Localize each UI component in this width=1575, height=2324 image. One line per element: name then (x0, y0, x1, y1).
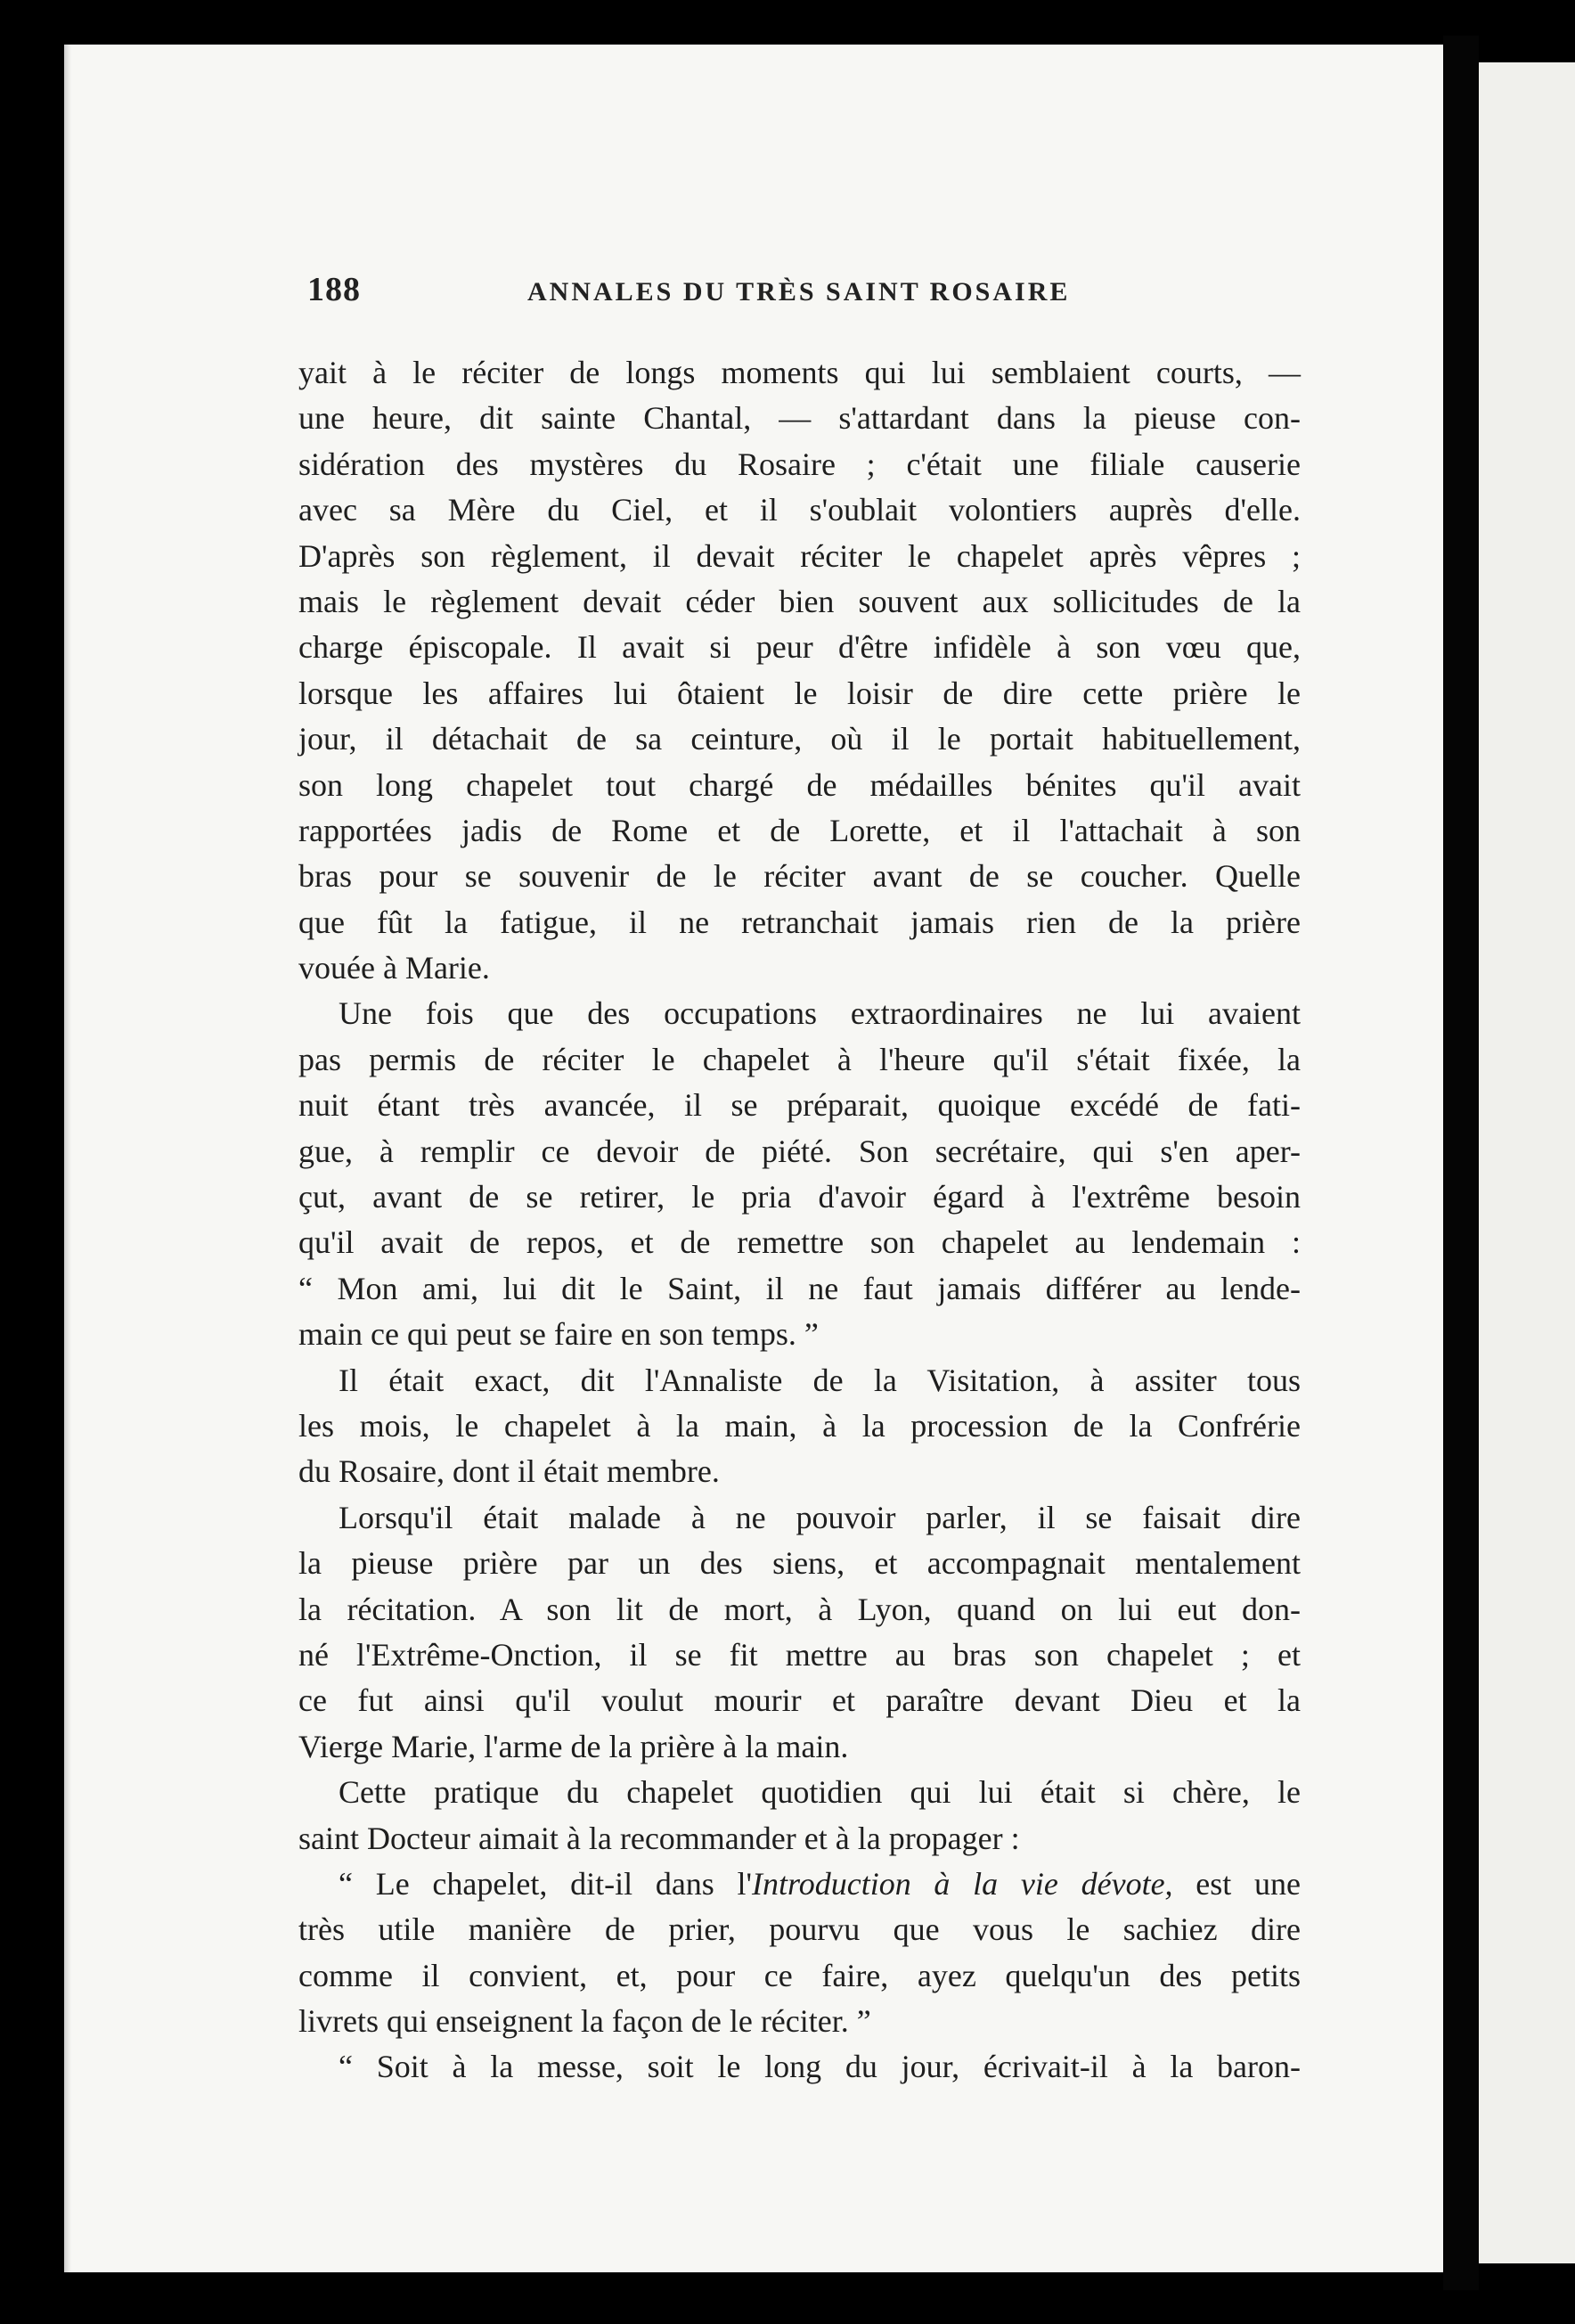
text-line: sidération des mystères du Rosaire ; c'était une filiale causerie (298, 446, 1301, 482)
page-header (307, 270, 1298, 315)
quote-start: “ Le chapelet, dit-il dans l' (339, 1865, 753, 1902)
text-line: main ce qui peut se faire en son temps. ” (298, 1316, 819, 1353)
text-line: charge épiscopale. Il avait si peur d'être infidèle à son vœu que, (298, 629, 1301, 666)
text-line: rapportées jadis de Rome et de Lorette, et il l'attachait à son (298, 812, 1301, 848)
page-gutter (1443, 36, 1479, 2290)
text-line: Une fois que des occupations extraordinaires ne lui avaient (339, 995, 1301, 1032)
text-line: mais le règlement devait céder bien souvent aux sollicitudes de la (298, 583, 1301, 619)
text-line: Il était exact, dit l'Annaliste de la Visitation, à assiter tous (339, 1362, 1301, 1398)
next-page-edge (1479, 62, 1575, 2263)
text-line: Vierge Marie, l'arme de la prière à la main. (298, 1728, 849, 1764)
text-line: lorsque les affaires lui ôtaient le loisir de dire cette prière le (298, 675, 1301, 711)
text-line: bras pour se souvenir de le réciter avant de se coucher. Quelle (298, 858, 1301, 895)
text-line: nuit étant très avancée, il se préparait, quoique excédé de fati- (298, 1087, 1301, 1124)
running-title: ANNALES DU TRÈS SAINT ROSAIRE (527, 277, 1071, 307)
text-line: Lorsqu'il était malade à ne pouvoir parler, il se faisait dire (339, 1499, 1301, 1535)
text-line: son long chapelet tout chargé de médailles bénites qu'il avait (298, 766, 1301, 803)
book-title: Introduction à la vie dévote, (752, 1865, 1173, 1902)
text-line: que fût la fatigue, il ne retranchait jamais rien de la prière (298, 904, 1301, 940)
text-line: Cette pratique du chapelet quotidien qui lui était si chère, le (339, 1774, 1301, 1811)
text-line: très utile manière de prier, pourvu que vous le sachiez dire (298, 1911, 1301, 1948)
text-line: né l'Extrême-Onction, il se fit mettre au bras son chapelet ; et (298, 1636, 1301, 1673)
text-line: livrets qui enseignent la façon de le réciter. ” (298, 2003, 871, 2040)
text-line: les mois, le chapelet à la main, à la procession de la Confrérie (298, 1407, 1301, 1444)
text-line: saint Docteur aimait à la recommander et à la propager : (298, 1820, 1020, 1856)
body-text (298, 350, 1301, 2091)
text-line: la récitation. A son lit de mort, à Lyon, quand on lui eut don- (298, 1591, 1301, 1627)
text-line: du Rosaire, dont il était membre. (298, 1453, 720, 1490)
text-line: qu'il avait de repos, et de remettre son chapelet au lendemain : (298, 1224, 1301, 1261)
text-line: “ Mon ami, lui dit le Saint, il ne faut jamais différer au lende- (298, 1270, 1301, 1306)
text-line: “ Soit à la messe, soit le long du jour, écrivait-il à la baron- (339, 2049, 1301, 2085)
text-line: pas permis de réciter le chapelet à l'heure qu'il s'était fixée, la (298, 1041, 1301, 1077)
text-line: avec sa Mère du Ciel, et il s'oublait volontiers auprès d'elle. (298, 492, 1301, 528)
text-line: la pieuse prière par un des siens, et accompagnait mentalement (298, 1545, 1301, 1582)
quote-end: est une (1172, 1865, 1302, 1902)
text-line: D'après son règlement, il devait réciter le chapelet après vêpres ; (298, 537, 1301, 574)
text-line: comme il convient, et, pour ce faire, ayez quelqu'un des petits (298, 1957, 1301, 1993)
text-line: çut, avant de se retirer, le pria d'avoir égard à l'extrême besoin (298, 1179, 1301, 1215)
text-line: ce fut ainsi qu'il voulut mourir et paraître devant Dieu et la (298, 1682, 1301, 1719)
text-line: une heure, dit sainte Chantal, — s'attardant dans la pieuse con- (298, 400, 1301, 437)
quote-line (298, 1862, 1301, 1907)
text-line: gue, à remplir ce devoir de piété. Son secrétaire, qui s'en aper- (298, 1133, 1301, 1169)
page-number: 188 (307, 271, 361, 308)
text-line: yait à le réciter de longs moments qui lui semblaient courts, — (298, 355, 1301, 390)
text-line: vouée à Marie. (298, 950, 490, 986)
text-line: jour, il détachait de sa ceinture, où il le portait habituellement, (298, 721, 1301, 757)
